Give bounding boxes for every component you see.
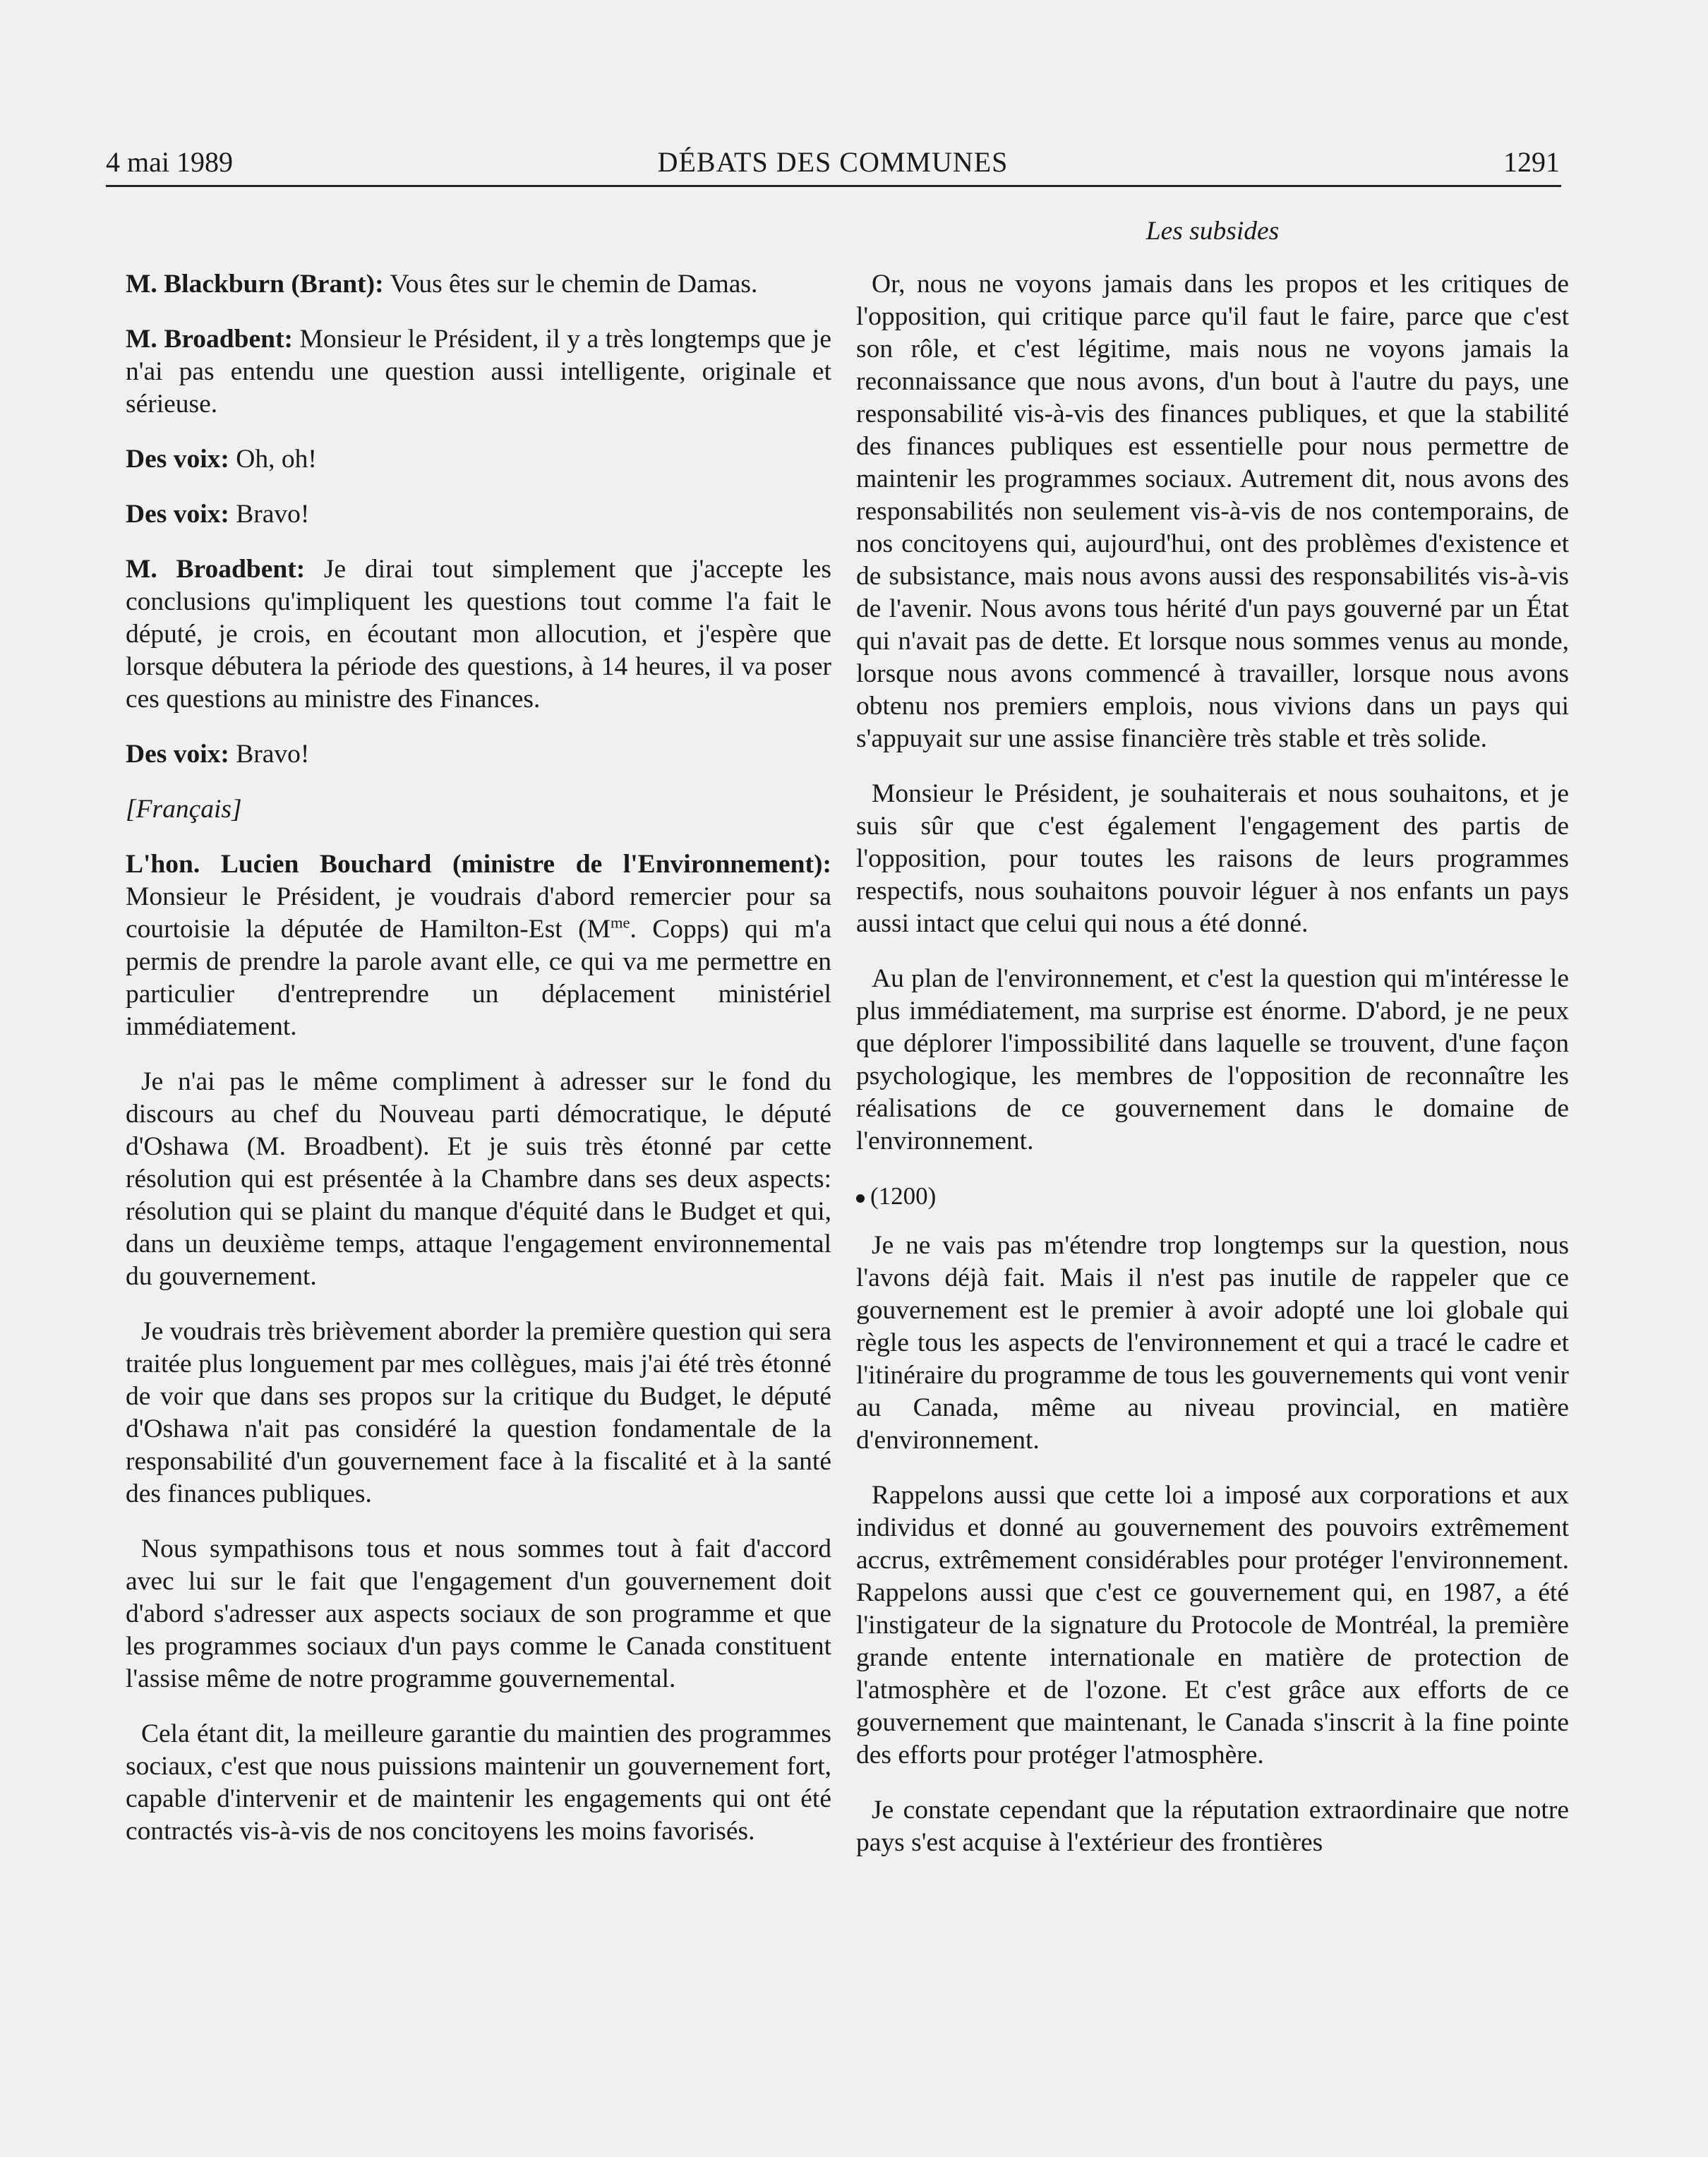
paragraph-text: Monsieur le Président, il y a très longtemps que je n'ai pas entendu une question aussi intelligente, originale et sérieuse. [126, 325, 831, 419]
paragraph-text: Je ne vais pas m'étendre trop longtemps sur la question, nous l'avons déjà fait. Mais il n'est pas inutile de rappeler que ce gouvernement est le premier à avoir adopté une loi globale qui règle tous les aspects de l'environnement et qui a tracé le cadre et l'itinéraire du programme de tous les gouvernements qui vont venir au Canada, même au niveau provincial, en matière d'environnement. [856, 1231, 1569, 1455]
speaker-name: M. Broadbent: [126, 325, 293, 354]
paragraph [126, 443, 831, 476]
speaker-name: Des voix: [126, 740, 229, 769]
page-header [106, 141, 1560, 184]
paragraph-text: Rappelons aussi que cette loi a imposé aux corporations et aux individus et donné au gouvernement des pouvoirs extrêmement accrus, extrêmement considérables pour protéger l'environnement. Rappelons aussi que c'est ce gouvernement qui, en 1987, a été l'instigateur de la signature du Protocole de Montréal, la première grande entente internationale en matière de protection de l'atmosphère et de l'ozone. Et c'est grâce aux efforts de ce gouvernement que maintenant, le Canada s'inscrit à la fine pointe des efforts pour protéger l'atmosphère. [856, 1481, 1569, 1770]
paragraph [126, 1316, 831, 1510]
paragraph [126, 323, 831, 421]
paragraph [126, 553, 831, 716]
speaker-name: M. Blackburn (Brant): [126, 270, 384, 299]
superscript: me [610, 913, 630, 932]
paragraph-text: Vous êtes sur le chemin de Damas. [383, 270, 758, 299]
paragraph [856, 778, 1569, 940]
paragraph-text: Je n'ai pas le même compliment à adresser sur le fond du discours au chef du Nouveau parti démocratique, le député d'Oshawa (M. Broadbent). Et je suis très étonné par cette résolution qui est présentée à la Chambre dans ses deux aspects: résolution qui se plaint du manque d'équité dans le Budget et qui, dans un deuxième temps, attaque l'engagement environnemental du gouvernement. [126, 1067, 831, 1291]
paragraph [126, 738, 831, 771]
paragraph [126, 848, 831, 1043]
speaker-name: Des voix: [126, 445, 229, 474]
paragraph-text: Bravo! [229, 740, 310, 769]
time-marker-text: (1200) [870, 1182, 937, 1210]
speaker-name: M. Broadbent: [126, 555, 306, 584]
paragraph [126, 498, 831, 531]
paragraph [856, 268, 1569, 755]
paragraph-text: Or, nous ne voyons jamais dans les propos et les critiques de l'opposition, qui critique parce qu'il faut le faire, parce que c'est son rôle, et c'est légitime, mais nous ne voyons jamais la reconnaissance que nous avons, d'un bout à l'autre du pays, une responsabilité vis-à-vis des finances publiques, et que la stabilité des finances publiques est essentielle pour nous permettre de maintenir les programmes sociaux. Autrement dit, nous avons des responsabilités non seulement vis-à-vis de nos contemporains, de nos concitoyens qui, aujourd'hui, ont des problèmes d'existence et de subsistance, mais nous avons aussi des responsabilités vis-à-vis de l'avenir. Nous avons tous hérité d'un pays gouverné par un État qui n'avait pas de dette. Et lorsque nous sommes venus au monde, lorsque nous avons commencé à travailler, lorsque nous avons obtenu nos premiers emplois, nous vivions dans un pays qui s'appuyait sur une assise financière très stable et très solide. [856, 270, 1569, 753]
header-title: DÉBATS DES COMMUNES [657, 146, 1009, 178]
page-number: 1291 [1503, 146, 1560, 178]
speaker-name: L'hon. Lucien Bouchard (ministre de l'Environnement): [126, 850, 831, 879]
header-rule [106, 185, 1561, 187]
paragraph-text: Je voudrais très brièvement aborder la première question qui sera traitée plus longuement par mes collègues, mais j'ai été très étonné de voir que dans ses propos sur la critique du Budget, le député d'Oshawa n'ait pas considéré la question fondamentale de la responsabilité d'un gouvernement face à la fiscalité et à la santé des finances publiques. [126, 1317, 831, 1508]
paragraph [856, 1230, 1569, 1457]
paragraph-text: Monsieur le Président, je souhaiterais et nous souhaitons, et je suis sûr que c'est également l'engagement des partis de l'opposition, pour toutes les raisons de leurs programmes respectifs, nous souhaitons pouvoir léguer à nos enfants un pays aussi intact que celui qui nous a été donné. [856, 779, 1569, 938]
paragraph-text: Cela étant dit, la meilleure garantie du maintien des programmes sociaux, c'est que nous puissions maintenir un gouvernement fort, capable d'intervenir et de maintenir les engagements qui ont été contractés vis-à-vis de nos concitoyens les moins favorisés. [126, 1719, 831, 1846]
paragraph [856, 1794, 1569, 1859]
paragraph-text: Oh, oh! [229, 445, 317, 474]
left-column [126, 268, 831, 1870]
speaker-name: Des voix: [126, 500, 229, 529]
language-marker: [Français] [126, 795, 242, 824]
right-column [856, 268, 1569, 1882]
paragraph [126, 1533, 831, 1695]
paragraph [126, 1718, 831, 1848]
paragraph-text: . Copps) qui m'a permis de prendre la parole avant elle, ce qui va me permettre en particulier d'entreprendre un déplacement ministériel immédiatement. [126, 915, 831, 1041]
paragraph-text: Je constate cependant que la réputation extraordinaire que notre pays s'est acquise à l'extérieur des frontières [856, 1796, 1569, 1857]
section-heading: Les subsides [1145, 217, 1280, 246]
time-marker [856, 1180, 1569, 1213]
paragraph-text: Je dirai tout simplement que j'accepte les conclusions qu'impliquent les questions tout comme l'a fait le député, je crois, en écoutant mon allocution, et j'espère que lorsque débutera la période des questions, à 14 heures, il va poser ces questions au ministre des Finances. [126, 555, 832, 714]
paragraph-text: Bravo! [229, 500, 310, 529]
paragraph [126, 268, 831, 301]
paragraph [856, 1479, 1569, 1772]
header-date: 4 mai 1989 [106, 146, 233, 178]
paragraph-text: Nous sympathisons tous et nous sommes tout à fait d'accord avec lui sur le fait que l'engagement d'un gouvernement doit d'abord s'adresser aux aspects sociaux de son programme et que les programmes sociaux d'un pays comme le Canada constituent l'assise même de notre programme gouvernemental. [126, 1534, 831, 1693]
paragraph [856, 963, 1569, 1158]
paragraph-text: Au plan de l'environnement, et c'est la question qui m'intéresse le plus immédiatement, ma surprise est énorme. D'abord, je ne peux que déplorer l'impossibilité dans laquelle se trouvent, d'une façon psychologique, les membres de l'opposition de reconnaître les réalisations de ce gouvernement dans le domaine de l'environnement. [856, 964, 1569, 1155]
paragraph-text: Monsieur le Président, je voudrais d'abord remercier pour sa courtoisie la députée de Hamilton-Est (M [126, 882, 831, 944]
paragraph [126, 1066, 831, 1293]
bullet-icon [856, 1194, 865, 1203]
